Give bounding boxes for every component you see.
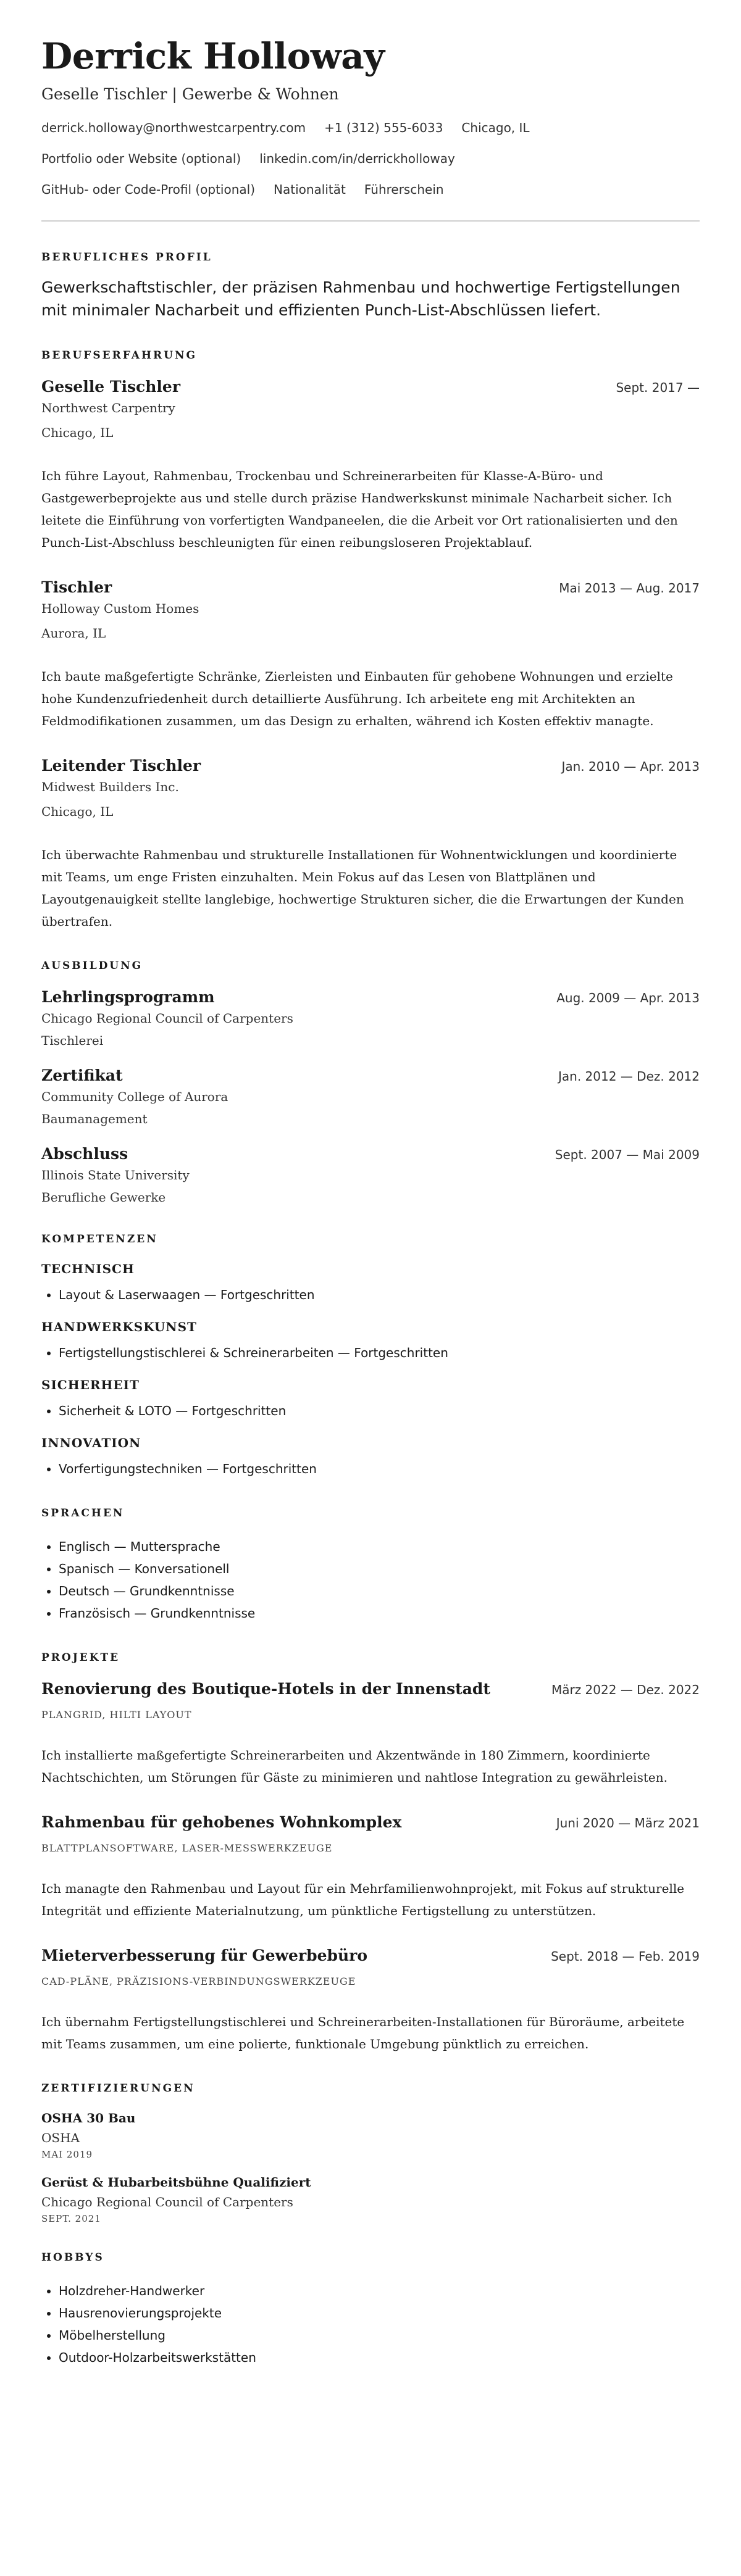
section-title: HOBBYS: [41, 2251, 104, 2264]
job-location: Chicago, IL: [41, 425, 114, 440]
section-title: KOMPETENZEN: [41, 1232, 158, 1245]
nationality-text: Nationalität: [274, 181, 346, 197]
certification-date: SEPT. 2021: [41, 2212, 101, 2224]
company-name: Northwest Carpentry: [41, 400, 175, 415]
certification-issuer: OSHA: [41, 2130, 80, 2145]
certification-title: OSHA 30 Bau: [41, 2110, 136, 2125]
job-description: Ich führe Layout, Rahmenbau, Trockenbau und Schreinerarbeiten für Klasse-A-Büro- und Gastgewerbeprojekte aus und stelle durch präzise Handwerkskunst minimale Nacharbeit sicher. Ich leitete die Einführung von vorfertigten Wandpaneelen, die die Arbeit vor Ort rationalisierten und den Punch-List-Abschluss beschleunigten für einen reibungsloseren Projektablauf.: [41, 468, 678, 550]
hobby-item: • Outdoor-Holzarbeitswerkstätten: [59, 2346, 700, 2369]
project-tech: BLATTPLANSOFTWARE, LASER-MESSWERKZEUGE: [41, 1842, 333, 1854]
skill-group-title: HANDWERKSKUNST: [41, 1319, 197, 1334]
skill-group: [41, 1377, 700, 1422]
field-of-study: Baumanagement: [41, 1111, 148, 1126]
education-date: Sept. 2007 — Mai 2009: [555, 1147, 700, 1162]
section-title: SPRACHEN: [41, 1506, 125, 1519]
candidate-headline: Geselle Tischler | Gewerbe & Wohnen: [41, 85, 339, 103]
contact-row-extra: [41, 181, 700, 198]
degree-title: Lehrlingsprogramm: [41, 987, 215, 1006]
experience-section: [41, 349, 700, 933]
education-date: Aug. 2009 — Apr. 2013: [556, 990, 700, 1005]
location-text: Chicago, IL: [461, 120, 530, 135]
job-date: Mai 2013 — Aug. 2017: [559, 580, 700, 596]
project-description: Ich managte den Rahmenbau und Layout für ein Mehrfamilienwohnprojekt, mit Fokus auf strukturelle Integrität und effiziente Materialnutzung, um pünktliche Fertigstellung zu unterstützen.: [41, 1880, 685, 1918]
github-link[interactable]: GitHub- oder Code-Profil (optional): [41, 181, 256, 197]
project-date: März 2022 — Dez. 2022: [551, 1682, 700, 1697]
language-item: • Englisch — Muttersprache: [59, 1535, 700, 1558]
section-title: BERUFLICHES PROFIL: [41, 251, 212, 264]
languages-list: [41, 1535, 700, 1624]
certifications-section: [41, 2082, 700, 2224]
education-entry: [41, 1066, 700, 1128]
skill-item: • Sicherheit & LOTO — Fortgeschritten: [59, 1400, 700, 1422]
section-title: ZERTIFIZIERUNGEN: [41, 2082, 195, 2095]
certification-date: MAI 2019: [41, 2148, 93, 2160]
skill-item: • Layout & Laserwaagen — Fortgeschritten: [59, 1284, 700, 1306]
certification-title: Gerüst & Hubarbeitsbühne Qualifiziert: [41, 2174, 311, 2190]
job-title: Leitender Tischler: [41, 756, 201, 775]
experience-entry: [41, 378, 700, 554]
hobbies-list: [41, 2280, 700, 2369]
skill-group-title: INNOVATION: [41, 1435, 141, 1450]
contact-row-links: [41, 150, 700, 167]
contact-row-primary: [41, 119, 700, 136]
drivers-license-text: Führerschein: [364, 181, 444, 197]
education-entry: [41, 988, 700, 1049]
languages-section: [41, 1507, 700, 1624]
education-entry: [41, 1145, 700, 1206]
portfolio-link[interactable]: Portfolio oder Website (optional): [41, 151, 241, 166]
skill-group-title: SICHERHEIT: [41, 1377, 140, 1392]
linkedin-link[interactable]: linkedin.com/in/derrickholloway: [259, 151, 455, 166]
header-divider: [41, 220, 700, 222]
field-of-study: Berufliche Gewerke: [41, 1189, 166, 1205]
section-title: AUSBILDUNG: [41, 959, 143, 972]
certification-entry: [41, 2111, 700, 2160]
skill-group: [41, 1261, 700, 1306]
job-date: Jan. 2010 — Apr. 2013: [561, 758, 700, 774]
profile-summary: Gewerkschaftstischler, der präzisen Rahmenbau und hochwertige Fertigstellungen mit minimaler Nacharbeit und effizienten Punch-List-Abschlüssen liefert.: [41, 278, 680, 320]
company-name: Holloway Custom Homes: [41, 600, 199, 616]
projects-section: [41, 1652, 700, 2055]
hobby-item: • Hausrenovierungsprojekte: [59, 2302, 700, 2324]
hobby-item: • Möbelherstellung: [59, 2324, 700, 2346]
skills-section: [41, 1233, 700, 1480]
certification-issuer: Chicago Regional Council of Carpenters: [41, 2194, 293, 2209]
section-title: PROJEKTE: [41, 1651, 120, 1664]
project-tech: PLANGRID, HILTI LAYOUT: [41, 1708, 192, 1721]
experience-entry: [41, 578, 700, 732]
project-title: Renovierung des Boutique-Hotels in der Innenstadt: [41, 1679, 490, 1698]
language-item: • Spanisch — Konversationell: [59, 1558, 700, 1580]
language-item: • Deutsch — Grundkenntnisse: [59, 1580, 700, 1602]
project-entry: [41, 1680, 700, 1789]
degree-title: Abschluss: [41, 1144, 128, 1163]
skill-group: [41, 1435, 700, 1480]
education-section: [41, 960, 700, 1206]
hobby-item: • Holzdreher-Handwerker: [59, 2280, 700, 2302]
language-item: • Französisch — Grundkenntnisse: [59, 1602, 700, 1624]
job-location: Aurora, IL: [41, 625, 106, 641]
candidate-name: Derrick Holloway: [41, 35, 385, 77]
school-name: Chicago Regional Council of Carpenters: [41, 1010, 293, 1026]
skill-item: • Vorfertigungstechniken — Fortgeschritten: [59, 1458, 700, 1480]
skill-group-title: TECHNISCH: [41, 1261, 135, 1276]
certification-entry: [41, 2175, 700, 2224]
education-date: Jan. 2012 — Dez. 2012: [558, 1068, 700, 1084]
degree-title: Zertifikat: [41, 1066, 123, 1084]
resume-header: [41, 37, 700, 198]
job-date: Sept. 2017 —: [616, 380, 700, 395]
project-entry: [41, 1813, 700, 1922]
company-name: Midwest Builders Inc.: [41, 779, 179, 794]
project-date: Juni 2020 — März 2021: [556, 1815, 700, 1830]
job-title: Geselle Tischler: [41, 377, 180, 396]
project-description: Ich installierte maßgefertigte Schreinerarbeiten und Akzentwände in 180 Zimmern, koordinierte Nachtschichten, um Störungen für Gäste zu minimieren und nahtlose Integration zu gewährleisten.: [41, 1747, 668, 1785]
phone-number[interactable]: +1 (312) 555-6033: [324, 120, 443, 135]
school-name: Illinois State University: [41, 1167, 190, 1182]
project-entry: [41, 1947, 700, 2055]
job-description: Ich überwachte Rahmenbau und strukturelle Installationen für Wohnentwicklungen und koordinierte mit Teams, um enge Fristen einzuhalten. Mein Fokus auf das Lesen von Blattplänen und Layoutgenauigkeit stellte langlebige, hochwertige Strukturen sicher, die die Erwartungen der Kunden übertrafen.: [41, 847, 684, 929]
hobbies-section: [41, 2251, 700, 2369]
skill-group: [41, 1319, 700, 1364]
school-name: Community College of Aurora: [41, 1089, 228, 1104]
section-title: BERUFSERFAHRUNG: [41, 349, 198, 362]
experience-entry: [41, 757, 700, 933]
project-description: Ich übernahm Fertigstellungstischlerei und Schreinerarbeiten-Installationen für Büroräume, arbeitete mit Teams zusammen, um eine polierte, funktionale Umgebung pünktlich zu erreichen.: [41, 2014, 685, 2051]
email-link[interactable]: derrick.holloway@northwestcarpentry.com: [41, 120, 306, 135]
project-date: Sept. 2018 — Feb. 2019: [551, 1948, 700, 1964]
field-of-study: Tischlerei: [41, 1032, 104, 1048]
skill-item: • Fertigstellungstischlerei & Schreinerarbeiten — Fortgeschritten: [59, 1342, 700, 1364]
profile-section: [41, 251, 700, 322]
project-tech: CAD-PLÄNE, PRÄZISIONS-VERBINDUNGSWERKZEUGE: [41, 1975, 356, 1987]
project-title: Mieterverbesserung für Gewerbebüro: [41, 1946, 368, 1964]
job-location: Chicago, IL: [41, 804, 114, 819]
job-description: Ich baute maßgefertigte Schränke, Zierleisten und Einbauten für gehobene Wohnungen und erzielte hohe Kundenzufriedenheit durch detaillierte Ausführung. Ich arbeitete eng mit Architekten an Feldmodifikationen zusammen, um das Design zu erhalten, während ich Kosten effektiv managte.: [41, 668, 673, 728]
job-title: Tischler: [41, 578, 112, 596]
project-title: Rahmenbau für gehobenes Wohnkomplex: [41, 1813, 402, 1831]
